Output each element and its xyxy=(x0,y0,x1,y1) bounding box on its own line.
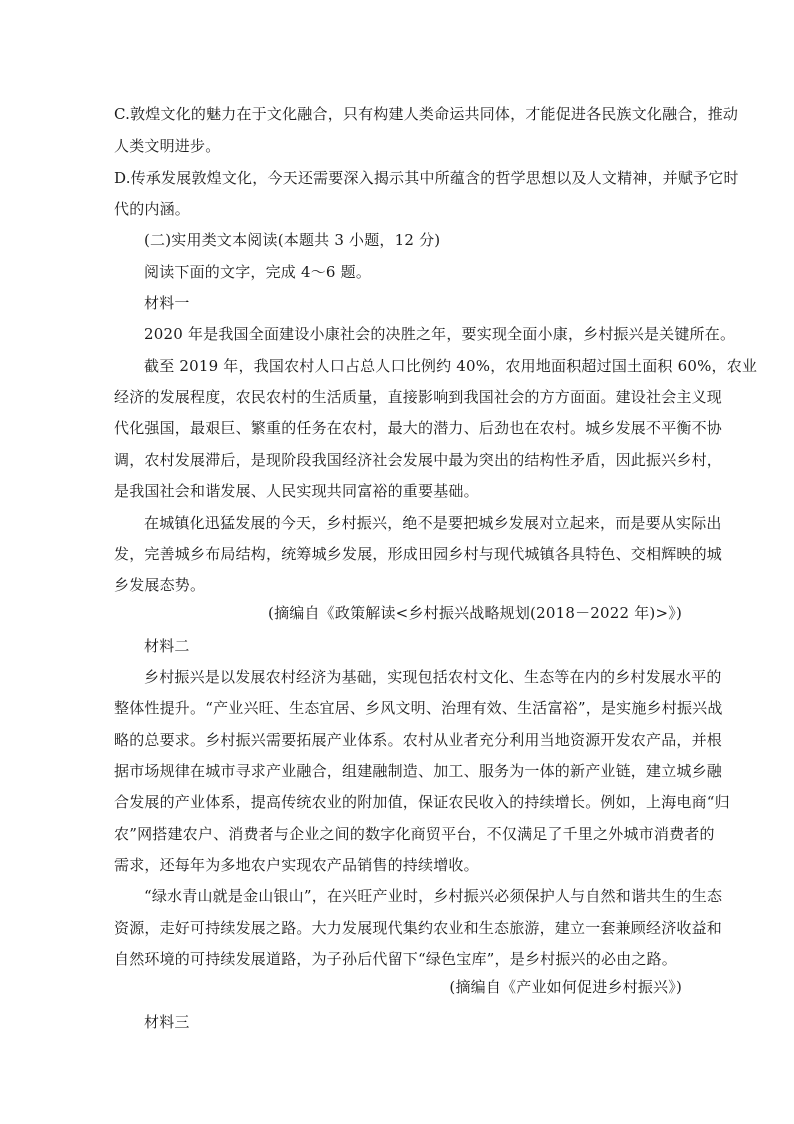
material-2-source: (摘编自《产业如何促进乡村振兴》) xyxy=(449,978,682,996)
option-d-line-1: D.传承发展敦煌文化，今天还需要深入揭示其中所蕴含的哲学思想以及人文精神，并赋予它时 xyxy=(114,169,739,187)
material-2-para-1-line-1: 乡村振兴是以发展农村经济为基础，实现包括农村文化、生态等在内的乡村发展水平的 xyxy=(144,668,722,686)
material-1-para-2-line-3: 代化强国，最艰巨、繁重的任务在农村，最大的潜力、后劲也在农村。城乡发展不平衡不协 xyxy=(114,419,723,437)
material-1-para-2-line-4: 调，农村发展滞后，是现阶段我国经济社会发展中最为突出的结构性矛盾，因此振兴乡村， xyxy=(114,451,723,469)
material-1-para-2-line-1: 截至 2019 年，我国农村人口占总人口比例约 40%，农用地面积超过国土面积 60%，农业 xyxy=(144,357,758,375)
material-2-label: 材料二 xyxy=(144,637,190,655)
material-1-label: 材料一 xyxy=(144,294,190,312)
material-1-para-3-line-2: 发，完善城乡布局结构，统筹城乡发展，形成田园乡村与现代城镇各具特色、交相辉映的城 xyxy=(114,545,723,563)
section-heading: (二)实用类文本阅读(本题共 3 小题，12 分) xyxy=(144,231,441,249)
material-2-para-1-line-5: 合发展的产业体系，提高传统农业的附加值，保证农民收入的持续增长。例如，上海电商“归 xyxy=(114,793,730,811)
material-2-para-1-line-2: 整体性提升。“产业兴旺、生态宜居、乡风文明、治理有效、生活富裕”，是实施乡村振兴战 xyxy=(114,699,723,717)
material-2-para-2-line-3: 自然环境的可持续发展道路，为子孙后代留下“绿色宝库”，是乡村振兴的必由之路。 xyxy=(114,950,677,968)
material-2-para-2-line-1: “绿水青山就是金山银山”，在兴旺产业时，乡村振兴必须保护人与自然和谐共生的生态 xyxy=(144,887,723,905)
option-c-line-1: C.敦煌文化的魅力在于文化融合，只有构建人类命运共同体，才能促进各民族文化融合，推动 xyxy=(114,105,739,123)
material-2-para-1-line-7: 需求，还每年为多地农户实现农产品销售的持续增收。 xyxy=(114,856,479,874)
material-3-label: 材料三 xyxy=(144,1013,190,1031)
material-1-para-1: 2020 年是我国全面建设小康社会的决胜之年，要实现全面小康，乡村振兴是关键所在。 xyxy=(144,325,736,343)
material-1-para-3-line-3: 乡发展态势。 xyxy=(114,576,206,594)
material-2-para-1-line-4: 据市场规律在城市寻求产业融合，组建融制造、加工、服务为一体的新产业链，建立城乡融 xyxy=(114,762,723,780)
material-2-para-1-line-6: 农”网搭建农户、消费者与企业之间的数字化商贸平台，不仅满足了千里之外城市消费者的 xyxy=(114,825,715,843)
material-1-source: (摘编自《政策解读<乡村振兴战略规划(2018－2022 年)>》) xyxy=(268,604,682,622)
material-1-para-2-line-2: 经济的发展程度，农民农村的生活质量，直接影响到我国社会的方方面面。建设社会主义现 xyxy=(114,388,723,406)
section-instruction: 阅读下面的文字，完成 4～6 题。 xyxy=(144,263,372,281)
material-2-para-1-line-3: 略的总要求。乡村振兴需要拓展产业体系。农村从业者充分利用当地资源开发农产品，并根 xyxy=(114,731,723,749)
material-1-para-2-line-5: 是我国社会和谐发展、人民实现共同富裕的重要基础。 xyxy=(114,482,479,500)
option-d-line-2: 代的内涵。 xyxy=(114,200,191,218)
material-1-para-3-line-1: 在城镇化迅猛发展的今天，乡村振兴，绝不是要把城乡发展对立起来，而是要从实际出 xyxy=(144,514,722,532)
option-c-line-2: 人类文明进步。 xyxy=(114,137,221,155)
material-2-para-2-line-2: 资源，走好可持续发展之路。大力发展现代集约农业和生态旅游，建立一套兼顾经济收益和 xyxy=(114,919,723,937)
